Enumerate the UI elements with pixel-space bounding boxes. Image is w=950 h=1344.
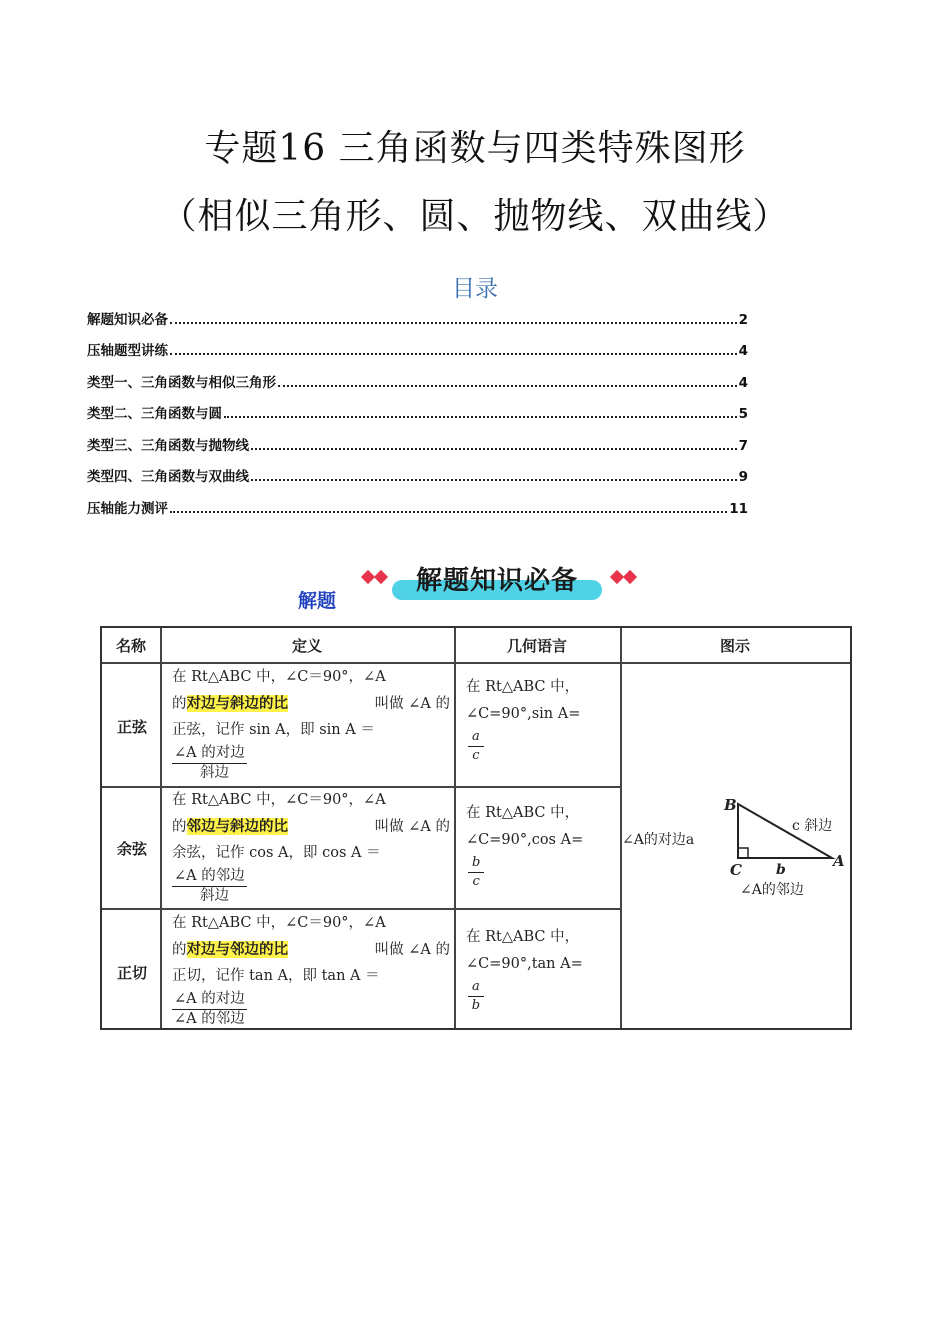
- geometry-line: 在 Rt△ABC 中，: [466, 929, 580, 945]
- fraction-denominator: ∠A 的邻边: [174, 1010, 245, 1027]
- toc-item-page: 2: [738, 311, 748, 328]
- toc-item-page: 5: [738, 406, 748, 422]
- definition-cosine: [172, 787, 450, 906]
- toc-leader-dots: [170, 352, 737, 355]
- definition-fraction: [172, 990, 450, 1029]
- toc-item-label: 解题知识必备: [87, 311, 168, 328]
- section-sub-label: 解题: [298, 590, 337, 612]
- toc-leader-dots: [251, 478, 737, 481]
- toc-item[interactable]: [87, 300, 748, 332]
- fraction-numerator: ∠A 的对边: [172, 744, 247, 764]
- page-title-line2: （相似三角形、圆、抛物线、双曲线）: [160, 196, 790, 237]
- toc-item-page: 4: [738, 343, 748, 359]
- geometry-sine: [466, 674, 616, 769]
- toc-item[interactable]: [87, 395, 748, 427]
- fraction-denominator: 斜边: [200, 887, 229, 904]
- definition-text: 叫做 ∠A 的: [374, 695, 450, 712]
- definition-line: 在 Rt△ABC 中，∠C＝90°，∠A: [172, 669, 386, 685]
- toc-item[interactable]: [87, 426, 748, 458]
- toc-leader-dots: [170, 321, 737, 324]
- definition-fraction: [172, 744, 450, 783]
- diamond-icon: [623, 570, 637, 584]
- toc-item[interactable]: [87, 489, 748, 521]
- fraction-denominator: b: [471, 998, 481, 1013]
- geometry-line: 在 Rt△ABC 中，: [466, 805, 580, 821]
- table-header-name: 名称: [115, 637, 146, 655]
- vertex-a-label: A: [833, 852, 845, 870]
- geometry-fraction: [468, 854, 484, 891]
- definition-line: [172, 937, 450, 964]
- banner-title: 解题知识必备: [415, 566, 578, 596]
- table-header-geometry: 几何语言: [506, 637, 567, 655]
- toc-item[interactable]: [87, 458, 748, 490]
- definition-line: 正切，记作 tan A，即 tan A ＝: [172, 968, 380, 984]
- highlighted-phrase: 对边与斜边的比: [186, 694, 288, 712]
- fraction-denominator: c: [472, 874, 480, 889]
- fraction-numerator: ∠A 的邻边: [172, 867, 247, 887]
- row-name-sine: 正弦: [116, 718, 147, 736]
- table-of-contents: [87, 300, 748, 521]
- adjacent-side-label: ∠A的邻边: [740, 882, 804, 898]
- definition-tangent: [172, 910, 450, 1029]
- definition-text: 的: [172, 818, 187, 835]
- toc-leader-dots: [224, 415, 737, 418]
- toc-item-label: 压轴题型讲练: [87, 343, 168, 359]
- definition-line: 在 Rt△ABC 中，∠C＝90°，∠A: [172, 915, 386, 931]
- right-triangle-diagram: [620, 796, 850, 906]
- page-title-line1: 专题16 三角函数与四类特殊图形: [204, 128, 746, 169]
- toc-item-label: 类型二、三角函数与圆: [87, 406, 222, 422]
- toc-leader-dots: [278, 384, 737, 387]
- toc-item[interactable]: [87, 332, 748, 364]
- geometry-fraction: [468, 728, 484, 765]
- toc-leader-dots: [251, 447, 737, 450]
- definition-line: 在 Rt△ABC 中，∠C＝90°，∠A: [172, 792, 386, 808]
- toc-item[interactable]: [87, 363, 748, 395]
- fraction-numerator: ∠A 的对边: [172, 990, 247, 1010]
- right-angle-mark: [738, 848, 748, 858]
- geometry-line: 在 Rt△ABC 中，: [466, 679, 580, 695]
- trig-definition-table: [100, 626, 852, 1030]
- toc-leader-dots: [170, 510, 727, 513]
- definition-line: [172, 814, 450, 841]
- table-header-definition: 定义: [291, 637, 322, 655]
- opposite-side-label: ∠A的对边a: [622, 832, 695, 848]
- geometry-fraction: [468, 978, 484, 1015]
- geometry-tangent: [466, 924, 616, 1019]
- definition-fraction: [172, 867, 450, 906]
- highlighted-phrase: 对边与邻边的比: [186, 940, 288, 958]
- geometry-line: ∠C=90°,cos A=: [466, 832, 584, 848]
- fraction-numerator: a: [468, 728, 484, 747]
- definition-text: 叫做 ∠A 的: [374, 818, 450, 835]
- hypotenuse-label: c 斜边: [792, 818, 833, 834]
- toc-item-page: 7: [738, 437, 748, 454]
- definition-text: 叫做 ∠A 的: [374, 941, 450, 958]
- definition-sine: [172, 664, 450, 783]
- toc-item-label: 类型四、三角函数与双曲线: [87, 469, 249, 485]
- fraction-denominator: 斜边: [200, 764, 229, 781]
- toc-heading: 目录: [452, 276, 498, 302]
- geometry-line: ∠C=90°,tan A=: [466, 956, 583, 972]
- row-name-cosine: 余弦: [116, 840, 147, 858]
- fraction-denominator: c: [472, 748, 480, 763]
- fraction-numerator: a: [468, 978, 484, 997]
- toc-item-page: 9: [738, 469, 748, 485]
- table-header-diagram: 图示: [719, 637, 750, 655]
- definition-line: 余弦，记作 cos A，即 cos A ＝: [172, 845, 381, 861]
- vertex-c-label: C: [730, 861, 742, 879]
- table-divider: [454, 628, 456, 1028]
- row-name-tangent: 正切: [116, 964, 147, 982]
- definition-line: [172, 691, 450, 718]
- toc-item-label: 类型一、三角函数与相似三角形: [87, 374, 276, 391]
- toc-item-page: 11: [729, 500, 748, 517]
- adjacent-side-letter: b: [776, 862, 786, 878]
- fraction-numerator: b: [468, 854, 484, 873]
- highlighted-phrase: 邻边与斜边的比: [186, 817, 288, 835]
- vertex-b-label: B: [724, 796, 737, 814]
- definition-line: 正弦，记作 sin A，即 sin A ＝: [172, 722, 375, 738]
- toc-item-page: 4: [738, 374, 748, 391]
- geometry-line: ∠C=90°,sin A=: [466, 706, 581, 722]
- diamond-icon: [374, 570, 388, 584]
- definition-text: 的: [172, 941, 187, 958]
- section-banner: [392, 560, 602, 600]
- geometry-cosine: [466, 800, 616, 895]
- toc-item-label: 类型三、三角函数与抛物线: [87, 437, 249, 454]
- toc-item-label: 压轴能力测评: [87, 500, 168, 517]
- definition-text: 的: [172, 695, 187, 712]
